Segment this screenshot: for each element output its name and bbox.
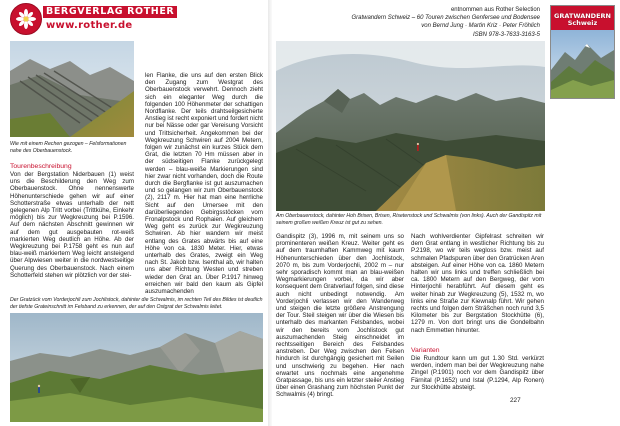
caption-top-photo: Wie mit einem Rechen gezogen – Felsformationen nahe des Oberbauenstock. bbox=[10, 141, 127, 154]
caption-main-photo: Am Oberbauenstock, dahinter Hoh Brisen, Brisen, Risetenstock und Schwalmis (von links). Auch der Gandispitz mit seinem großen weißen Kreuz ist gut zu sehen. bbox=[276, 213, 542, 226]
heading-tour-description: Tourenbeschreibung bbox=[10, 163, 72, 170]
right-column-1-text: Gandispitz (3), 1996 m, mit seinem uns so prominenteren weißen Kreuz. Weiter geht es auf dem traumhaften Kammweg mit kaum Höhenunterschieden über den Jochlistock, 2070 m, bis zum Vorderjochli, 2002 m – nur sehr sporadisch kommt man an blau-weißen Wegmarkierungen vorbei, da wir aber konsequent dem Gratverlauf folgen, sind diese auch nicht unbedingt notwendig. Am Vorderjochli verlassen wir den Wanderweg und steigen die letzte größere Anstrengung der Tour. Steil steigen wir über die Wiesen bis unterhalb des markanten Felsbandes, wobei wir den bereits vom Jochlistock gut auszumachenden Steig einschneidet im rechtsseitigen Bereich des Felsbandes anstreben. Der Weg zwischen den Felsen hindurch ist durchgängig gesichert mit Seilen und unschwierig zu begehen. Hier nach erwartet uns nochmals eine angenehme Gratpassage, bis uns ein letzter steiler Anstieg über einen Grashang zum höchsten Punkt der Schwalmis (4) bringt. bbox=[276, 233, 404, 399]
book-isbn: ISBN 978-3-7633-3163-5 bbox=[472, 31, 540, 38]
caption-bottom-photo: Der Gratzück vom Vorderjochli zum Jochlistock, dahinter die Schwalmis, im rechten Teil des Bildes ist deutlich der tiefste Grateinschnitt im Felsband zu erkennen, der auf den Ostgrat der Schwalmis leitet. bbox=[10, 297, 263, 310]
book-info bbox=[300, 6, 540, 39]
cover-mountain-image bbox=[551, 30, 614, 98]
photo-rock-formations-image bbox=[10, 41, 134, 137]
book-intro: entnommen aus Rother Selection bbox=[450, 7, 540, 13]
book-authors: von Bernd Jung · Martin Kriz · Peter Fröhlich bbox=[421, 23, 540, 30]
edelweiss-logo-icon[interactable] bbox=[10, 3, 42, 35]
photo-ridge-hiker bbox=[10, 313, 263, 422]
photo-ridge-hiker-image bbox=[10, 313, 263, 422]
page-gutter bbox=[268, 0, 272, 426]
left-column-2-text: len Flanke, die uns auf den ersten Blick den Zugang zum Westgrat des Oberbauenstock verwehrt. Dennoch zieht sich ein eleganter Weg durch die folgenden 100 Höhenmeter der schattigen Nordflanke. Der teils drahtseilgesicherte Anstieg ist recht exponiert und fordert nicht nur bei Nässe oder gar Vereisung Vorsicht und Trittsicherheit. Angekommen bei der Wegkreuzung Schwiren auf 2004 Metern, folgen wir zunächst ein kurzes Stück dem Grat, die letzten 70 Hm müssen aber in der südseitigen Flanke zurückgelegt werden – blau-weiße Markierungen sind hier zwar nicht vorhanden, doch die Route durch die Bergflanke ist gut auszumachen und so gelangen wir zum Oberbauenstock (2), 2117 m. Hier hat man eine herrliche Sicht auf den Urnersee mit den darüberliegenden Gebirgsstöcken vom Fronalpstock und Rophaien. Auf gleichem Weg geht es zurück zur Wegkreuzung Schwiren. Ab hier wandern wir meist entlang des Grates abwärts bis auf eine Höhe von ca. 1830 Meter. Hier, etwas unterhalb des Grates, zweigt ein Weg nach St. Jakob bzw. Isenthal ab, wir halten uns aber Richtung Westen und streben wieder den Grat an. Über P.1917 hinweg erreichen wir bald den kaum als Gipfel auszumachenden bbox=[145, 72, 263, 296]
edelweiss-icon bbox=[14, 7, 38, 31]
page-number: 227 bbox=[510, 397, 521, 404]
book-cover[interactable] bbox=[550, 5, 615, 99]
right-column-2-text: Nach wohlverdienter Gipfelrast schreiten wir dem Grat entlang in westlicher Richtung bis zu P.2198, wo wir teils wegloss bzw. meist auf schmalen Pfadspuren über den Gratrücken Aren absteigen. Auf einer Höhe von ca. 1860 Metern halten wir uns links und treffen schließlich bei ca. 1800 Metern auf den Bergweg, der vom Hinterjochli herabführt. Auf diesem geht es weiter hinab zur Wegkreuzung (5), 1532 m, wo links eine Straße zur Kiewnalp führt. Wir gehen rechts und folgen dem Sträßchen noch rund 3,5 Kilometer bis zur Bergstation Stockhütte (6), 1279 m. Von dort bringt uns die Gondelbahn nach Emmetten hinunter. bbox=[411, 233, 544, 334]
brand-url[interactable]: www.rother.de bbox=[46, 20, 133, 31]
book-title: Gratwandern Schweiz – 60 Touren zwischen Genfersee und Bodensee bbox=[351, 15, 540, 22]
heading-variants: Varianten bbox=[411, 347, 440, 354]
variants-text: Die Rundtour kann um gut 1.30 Std. verkürzt werden, indem man bei der Wegkreuzung nahe Zingel (P.1901) noch vor dem Gandispitz über Färnital (P.1652) und Istal (P.1294, Alp Ronen) zur Stockhütte absteigt. bbox=[411, 355, 544, 391]
brand-title[interactable]: BERGVERLAG ROTHER bbox=[46, 6, 175, 17]
photo-oberbauenstock-image bbox=[276, 41, 545, 211]
cover-title bbox=[551, 13, 614, 27]
photo-rock-formations bbox=[10, 41, 134, 137]
photo-oberbauenstock bbox=[276, 41, 545, 211]
cover-title-line1: GRATWANDERN bbox=[554, 12, 611, 20]
left-column-1-text: Von der Bergstation Niderbauen (1) weist uns die Beschilderung den Weg zum Oberbauenstock. Ohne nennenswerte Höhenunterschiede gehen wir auf einer Schotterstraße etwas unterhalb der nett gelegenen Alp Tritt vorbei (Trittkühe, Einkehr möglich) bis zur Wegkreuzung bei P.1596. Auf dem nächsten Abschnitt gewinnen wir auf dem gut ausgebauten rot-weiß markierten Weg deutlich an Höhe. Ab der Wegkreuzung bei P.1758 geht es nun auf blau-weiß markiertem Weg leicht ansteigend über Alpwiesen weiter in die nordwestseitige Querung des Oberbauenstock. Nach einem Schotterfeld stehen wir plötzlich vor der stei- bbox=[10, 171, 134, 279]
cover-title-line2: Schweiz bbox=[567, 19, 598, 27]
